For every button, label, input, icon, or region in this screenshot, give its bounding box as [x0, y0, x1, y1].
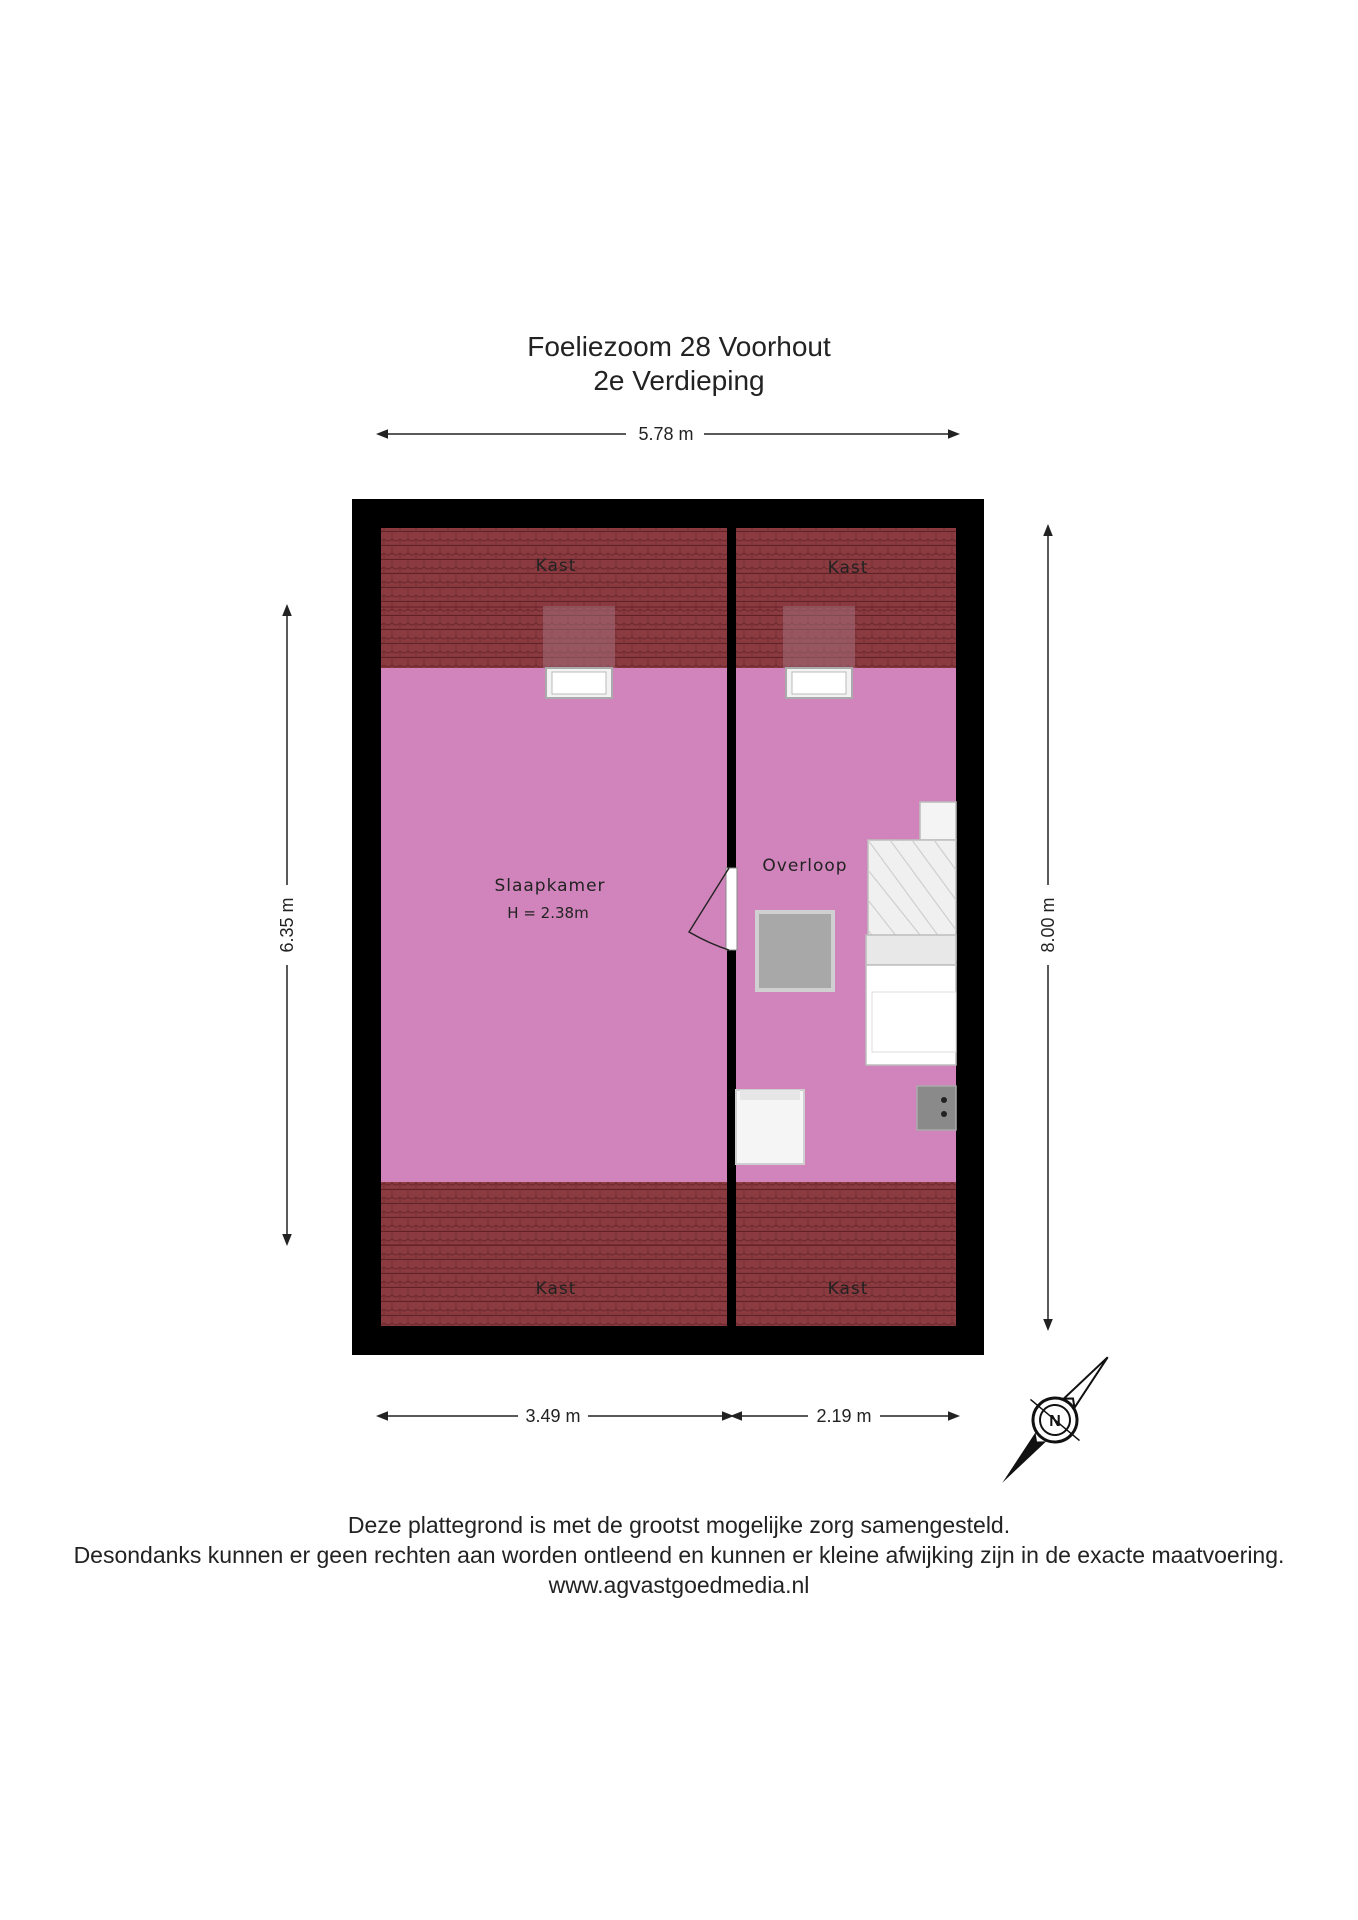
wall-unit — [917, 1086, 956, 1130]
disclaimer-line-1: Deze plattegrond is met de grootst mogelijke zorg samengesteld. — [347, 1512, 1011, 1538]
dimension-bottom-right-label: 2.19 m — [816, 1406, 872, 1426]
dimension-bottom-right — [736, 1406, 954, 1426]
label-bedroom: Slaapkamer — [494, 876, 606, 896]
label-kast-bottom-left: Kast — [535, 1279, 577, 1299]
label-landing: Overloop — [762, 856, 848, 876]
website-link[interactable]: www.agvastgoedmedia.nl — [548, 1572, 810, 1598]
staircase — [866, 802, 956, 1065]
label-kast-bottom-right: Kast — [827, 1279, 869, 1299]
dimension-left — [277, 610, 297, 1240]
dimension-top — [382, 424, 954, 444]
plan-title: Foeliezoom 28 Voorhout — [527, 331, 831, 362]
label-bedroom-height: H = 2.38m — [507, 904, 589, 922]
roof-bottom — [381, 1182, 956, 1326]
compass-label: N — [1049, 1413, 1061, 1430]
dimension-left-label: 6.35 m — [277, 897, 297, 953]
skylight-right — [783, 606, 855, 698]
dimension-right-label: 8.00 m — [1038, 897, 1058, 953]
compass-icon — [978, 1337, 1132, 1504]
label-kast-top-right: Kast — [827, 558, 869, 578]
floor-name: 2e Verdieping — [593, 365, 765, 396]
roof-top — [381, 528, 956, 668]
dimension-bottom-left-label: 3.49 m — [525, 1406, 581, 1426]
roof-hatch — [757, 912, 833, 990]
label-kast-top-left: Kast — [535, 556, 577, 576]
dimension-bottom-left — [382, 1406, 728, 1426]
dimension-right — [1038, 530, 1058, 1325]
skylight-left — [543, 606, 615, 698]
appliance — [736, 1090, 804, 1164]
dimension-top-label: 5.78 m — [638, 424, 694, 444]
disclaimer-line-2: Desondanks kunnen er geen rechten aan worden ontleend en kunnen er kleine afwijking zijn in de exacte maatvoering. — [73, 1542, 1285, 1568]
